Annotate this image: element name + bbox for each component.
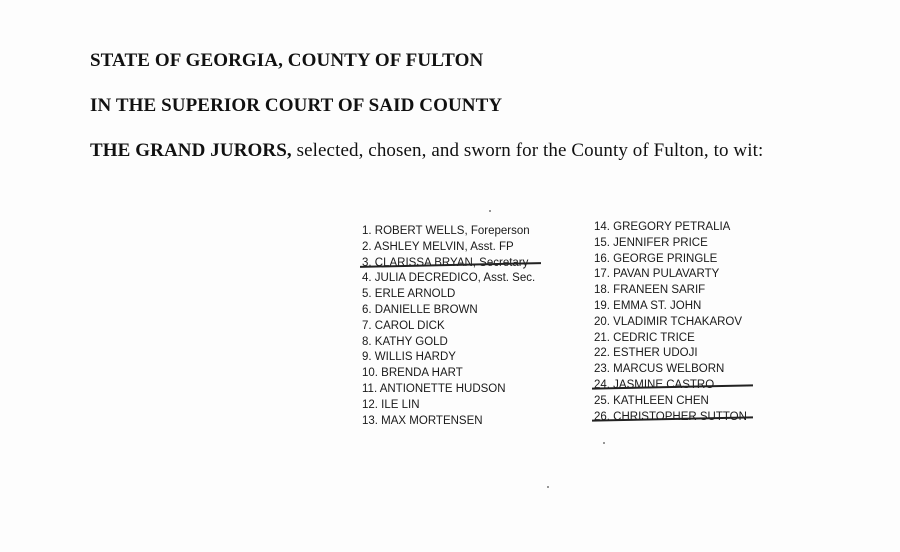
juror-list-left (362, 224, 535, 429)
juror-item: 9. WILLIS HARDY (362, 351, 456, 364)
juror-item: 7. CAROL DICK (362, 319, 445, 332)
juror-item: 23. MARCUS WELBORN (594, 363, 725, 376)
juror-item: 15. JENNIFER PRICE (594, 236, 708, 249)
juror-item: 10. BRENDA HART (362, 367, 463, 380)
grand-jurors-lead: THE GRAND JURORS, (90, 140, 292, 161)
juror-item: 6. DANIELLE BROWN (362, 303, 478, 316)
grand-jurors-rest: selected, chosen, and sworn for the County of Fulton, to wit: (291, 140, 764, 161)
juror-item: 3. CLARISSA BRYAN, Secretary (362, 256, 535, 272)
juror-item: 22. ESTHER UDOJI (594, 347, 698, 360)
juror-item: 4. JULIA DECREDICO, Asst. Sec. (362, 272, 536, 285)
juror-item: 20. VLADIMIR TCHAKAROV (594, 315, 743, 328)
scan-speck (547, 486, 549, 488)
grand-jurors-statement (90, 140, 763, 162)
juror-item: 24. JASMINE CASTRO (594, 378, 747, 394)
juror-item: 18. FRANEEN SARIF (594, 284, 706, 297)
juror-item: 1. ROBERT WELLS, Foreperson (362, 225, 530, 237)
juror-item: 8. KATHY GOLD (362, 335, 448, 348)
state-county-heading: STATE OF GEORGIA, COUNTY OF FULTON (90, 50, 484, 71)
scan-speck (489, 210, 491, 212)
juror-item: 2. ASHLEY MELVIN, Asst. FP (362, 240, 514, 253)
juror-item: 26. CHRISTOPHER SUTTON (594, 410, 747, 426)
scan-speck (603, 442, 605, 444)
juror-item: 19. EMMA ST. JOHN (594, 299, 702, 312)
juror-item: 5. ERLE ARNOLD (362, 288, 456, 301)
juror-list-right (594, 220, 747, 425)
juror-item: 13. MAX MORTENSEN (362, 414, 483, 427)
juror-item: 25. KATHLEEN CHEN (594, 394, 709, 407)
juror-item: 17. PAVAN PULAVARTY (594, 268, 720, 281)
juror-item: 14. GREGORY PETRALIA (594, 221, 731, 233)
juror-item: 11. ANTIONETTE HUDSON (362, 382, 506, 395)
court-heading: IN THE SUPERIOR COURT OF SAID COUNTY (90, 95, 503, 116)
juror-item: 21. CEDRIC TRICE (594, 331, 695, 344)
juror-item: 16. GEORGE PRINGLE (594, 252, 718, 265)
juror-item: 12. ILE LIN (362, 398, 420, 411)
